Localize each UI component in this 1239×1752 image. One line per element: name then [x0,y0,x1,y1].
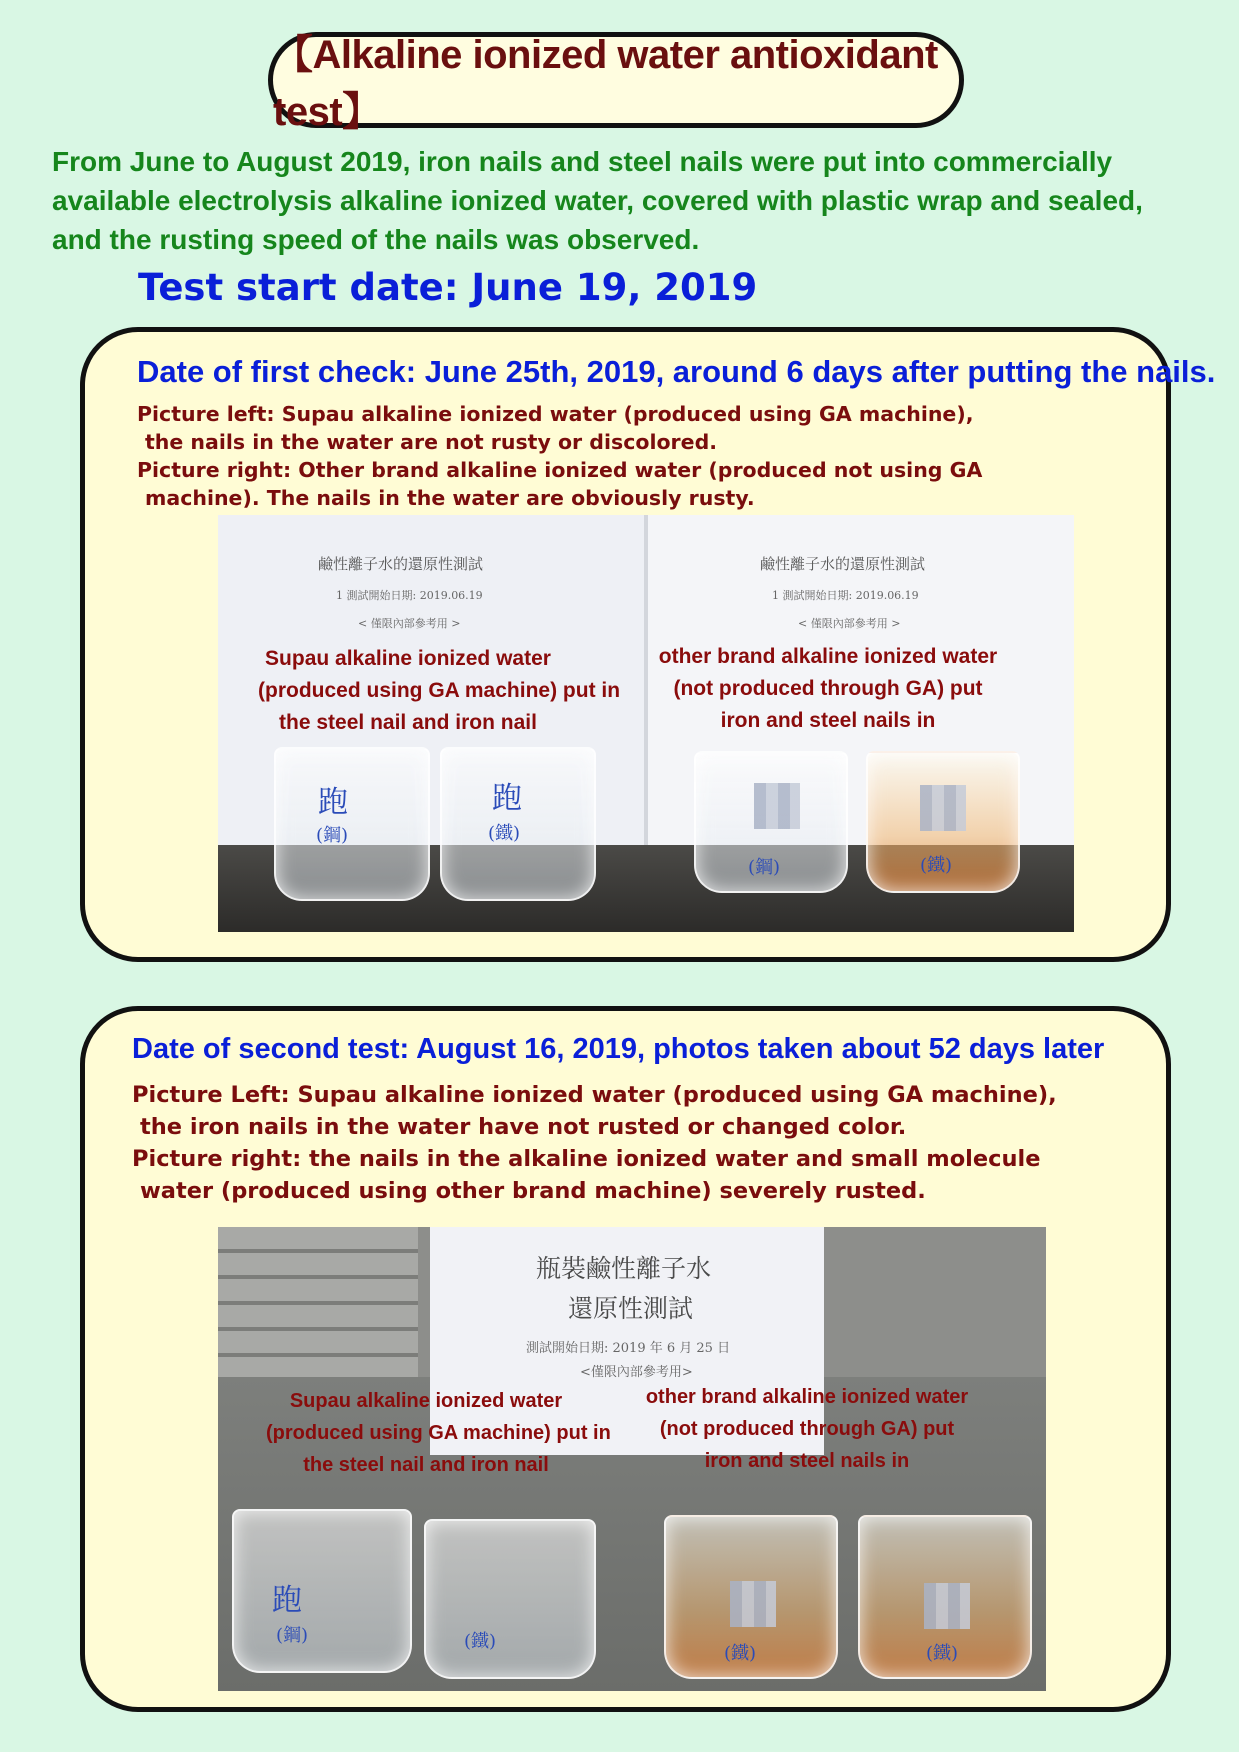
page-title: 【Alkaline ionized water antioxidant test】 [273,33,938,134]
intro-line: available electrolysis alkaline ionized water, covered with plastic wrap and sealed, [52,185,1143,216]
description-line: the nails in the water are not rusty or discolored. [145,430,718,454]
description-line: machine). The nails in the water are obviously rusty. [145,486,755,510]
caption-line: the steel nail and iron nail [279,711,537,734]
cup-label: 跑 [492,781,522,816]
description-line: Picture left: Supau alkaline ionized water (produced using GA machine), [137,402,974,426]
second-check-heading: Date of second test: August 16, 2019, photos taken about 52 days later [132,1033,1105,1065]
photo-caption-left [266,1385,611,1481]
sheet-title: 鹼性離子水的還原性測試 [760,555,926,573]
caption-line: the steel nail and iron nail [303,1454,549,1476]
caption-line: (produced using GA machine) put in [266,1422,611,1444]
photo-caption-left [258,643,621,739]
description-line: Picture right: the nails in the alkaline ionized water and small molecule [132,1146,1041,1172]
blurred-brand [754,783,800,829]
description-line: water (produced using other brand machine) severely rusted. [140,1178,926,1204]
caption-line: (produced using GA machine) put in [258,679,621,702]
cup-label: (鋼) [316,825,349,846]
caption-line: (not produced through GA) put [673,677,983,700]
caption-line: iron and steel nails in [704,1450,910,1472]
sheet-date: 1 測試開始日期: 2019.06.19 [772,589,919,602]
sheet-note: < 僅限內部參考用 > [358,617,461,630]
cup-label: (鐵) [464,1631,497,1652]
sheet-note: < 僅限內部參考用 > [798,617,901,630]
blurred-brand [924,1583,970,1629]
cup-label: (鐵) [920,855,953,876]
second-check-description [132,1079,1057,1207]
intro-line: and the rusting speed of the nails was observed. [52,224,700,255]
cabinet-background [218,1227,418,1377]
intro-line: From June to August 2019, iron nails and steel nails were put into commercially [52,146,1113,177]
photo-caption-right [642,1381,972,1477]
sheet-date: 1 測試開始日期: 2019.06.19 [336,589,483,602]
cup-label: (鐵) [926,1643,959,1664]
first-check-panel [80,327,1216,962]
test-start-date: Test start date: June 19, 2019 [138,266,758,309]
description-line: Picture right: Other brand alkaline ionized water (produced not using GA [137,458,983,482]
second-check-photo [218,1227,1046,1691]
caption-line: (not produced through GA) put [659,1418,955,1440]
caption-line: iron and steel nails in [720,709,936,732]
caption-line: other brand alkaline ionized water [658,645,998,668]
second-check-panel [80,1006,1171,1712]
intro-paragraph [52,142,1212,259]
blurred-brand [920,785,966,831]
first-check-photo [218,515,1074,932]
cup-label: (鐵) [488,823,521,844]
cup-supau-iron [424,1519,596,1679]
first-check-description [137,400,982,512]
sheet-title: 鹼性離子水的還原性測試 [318,555,484,573]
description-line: Picture Left: Supau alkaline ionized water (produced using GA machine), [132,1082,1057,1108]
blurred-brand [730,1581,776,1627]
cup-label: (鐵) [724,1643,757,1664]
caption-line: Supau alkaline ionized water [265,647,551,670]
sheet-date: 測試開始日期: 2019 年 6 月 25 日 [526,1341,731,1356]
caption-line: Supau alkaline ionized water [289,1390,563,1412]
first-check-heading: Date of first check: June 25th, 2019, around 6 days after putting the nails. [137,354,1216,389]
caption-line: other brand alkaline ionized water [645,1386,969,1408]
sheet-divider [644,515,648,845]
photo-caption-right [658,641,998,737]
description-line: the iron nails in the water have not rusted or changed color. [140,1114,907,1140]
cup-supau-steel [274,747,430,901]
cup-label: (鋼) [276,1625,309,1646]
cup-label: (鋼) [748,857,781,878]
title-banner [268,32,964,134]
sheet-title: 還原性測試 [568,1294,694,1323]
cup-label: 跑 [272,1583,302,1618]
cup-label: 跑 [318,785,348,820]
cup-supau-steel [232,1509,412,1673]
sheet-title: 瓶裝鹼性離子水 [536,1254,712,1283]
sheet-note: <僅限內部參考用> [580,1365,693,1380]
